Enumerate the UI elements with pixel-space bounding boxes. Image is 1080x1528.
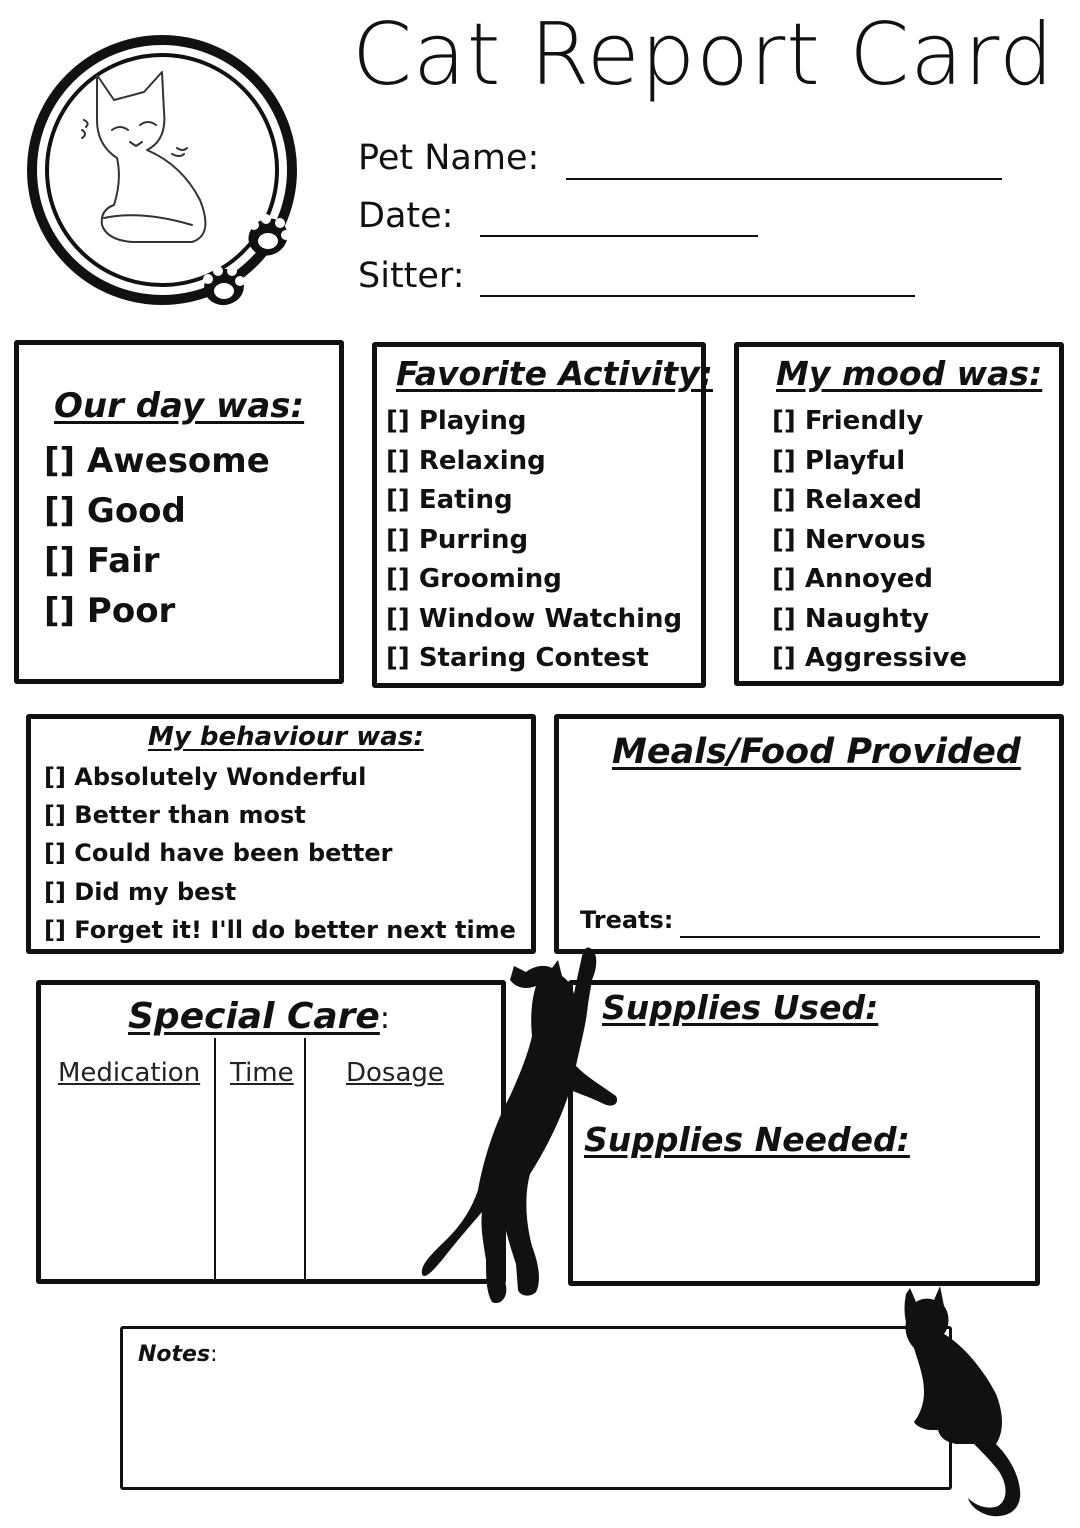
sitter-field[interactable] [480,295,915,297]
mood-option-annoyed[interactable]: [] Annoyed [772,564,934,594]
activity-option-purring[interactable]: [] Purring [386,524,529,555]
column-divider [304,1038,306,1282]
day-option-good[interactable]: [] Good [44,491,186,531]
pet-name-field[interactable] [566,178,1002,180]
notes-label: Notes [138,1342,211,1367]
sitting-cat-silhouette [896,1284,1030,1520]
activity-option-window-watching[interactable]: [] Window Watching [386,603,683,634]
standing-cat-silhouette [420,946,630,1308]
day-heading: Our day was: [54,386,305,426]
meals-heading: Meals/Food Provided [612,732,1021,772]
pet-name-label: Pet Name: [358,138,540,178]
behaviour-heading: My behaviour was: [148,722,424,752]
behaviour-options [44,758,516,949]
paw-prints [180,195,300,310]
behaviour-option-could-have-been-better[interactable]: [] Could have been better [44,839,393,868]
special-care-title [128,996,390,1037]
day-options [44,436,270,636]
date-field[interactable] [480,235,758,237]
behaviour-option-absolutely-wonderful[interactable]: [] Absolutely Wonderful [44,763,367,791]
activity-option-staring-contest[interactable]: [] Staring Contest [386,643,649,673]
mood-option-naughty[interactable]: [] Naughty [772,603,930,634]
behaviour-option-did-my-best[interactable]: [] Did my best [44,877,237,906]
supplies-needed-heading: Supplies Needed: [584,1120,910,1159]
notes-colon: : [210,1342,218,1367]
activity-option-playing[interactable]: [] Playing [386,406,527,436]
mood-option-nervous[interactable]: [] Nervous [772,524,926,555]
sitter-label: Sitter: [358,256,465,296]
cat-silhouette-icon [896,1284,1030,1520]
behaviour-option-better-than-most[interactable]: [] Better than most [44,801,306,830]
activity-option-relaxing[interactable]: [] Relaxing [386,445,546,476]
column-divider [214,1038,216,1282]
col-head-time: Time [230,1058,294,1088]
activity-options [386,402,682,679]
activity-option-eating[interactable]: [] Eating [386,485,513,515]
notes-title [138,1342,217,1367]
mood-option-friendly[interactable]: [] Friendly [772,406,924,436]
activity-option-grooming[interactable]: [] Grooming [386,564,562,594]
behaviour-option-forget-it[interactable]: [] Forget it! I'll do better next time [44,915,516,944]
mood-heading: My mood was: [776,354,1043,393]
day-option-fair[interactable]: [] Fair [44,541,160,581]
page-title: Cat Report Card [352,5,1055,105]
paw-icon [180,195,300,310]
col-head-medication: Medication [58,1058,201,1088]
special-care-heading: Special Care [128,996,380,1037]
date-label: Date: [358,196,454,236]
mood-option-playful[interactable]: [] Playful [772,445,906,476]
treats-field[interactable] [680,936,1040,938]
day-option-awesome[interactable]: [] Awesome [44,441,270,481]
cat-silhouette-icon [420,946,630,1308]
day-option-poor[interactable]: [] Poor [44,591,176,631]
notes-box [120,1326,952,1490]
special-care-colon: : [379,1001,390,1036]
supplies-used-heading: Supplies Used: [602,988,879,1027]
col-head-dosage: Dosage [346,1058,444,1088]
treats-label: Treats: [580,906,674,934]
mood-option-relaxed[interactable]: [] Relaxed [772,485,922,515]
activity-heading: Favorite Activity: [396,354,713,393]
mood-options [772,402,967,679]
mood-option-aggressive[interactable]: [] Aggressive [772,643,968,673]
